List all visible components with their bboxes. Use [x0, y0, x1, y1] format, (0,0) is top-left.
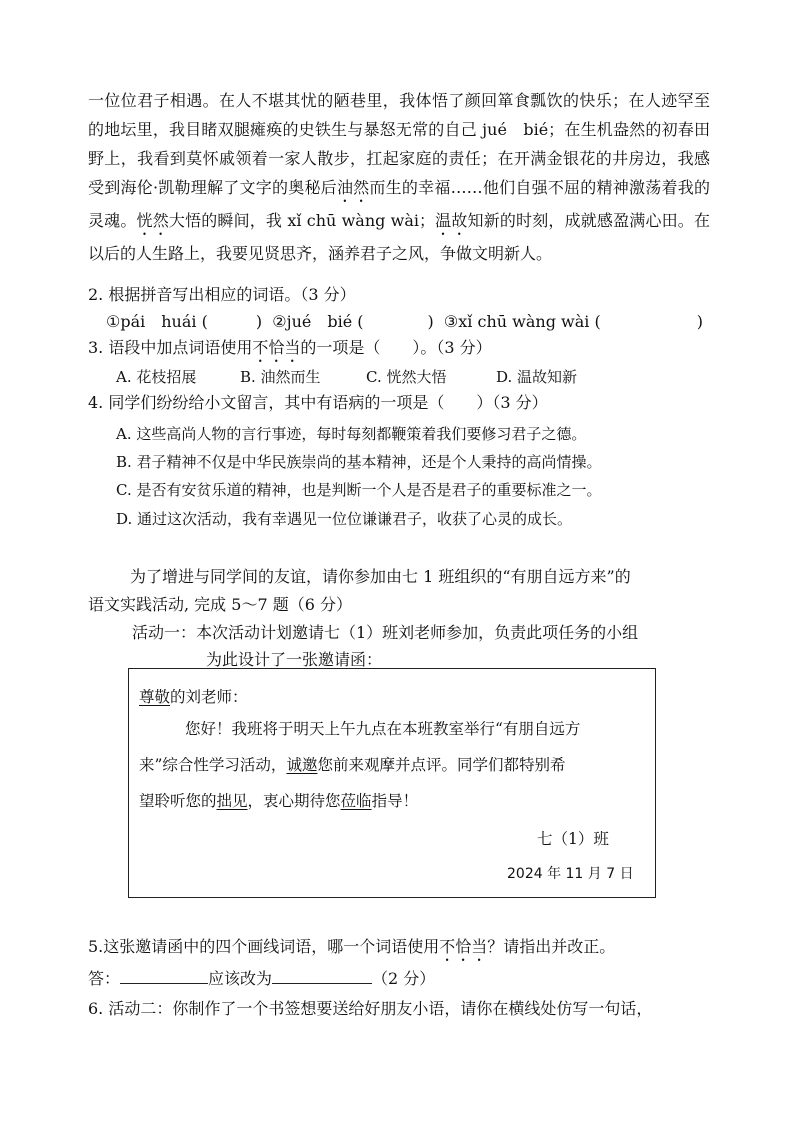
pinyin-item-1: ①pái huái ( ) [106, 312, 263, 331]
activity-intro-line-2: 语文实践活动, 完成 5～7 题（6 分） [88, 595, 352, 614]
q5-prompt-end: ？请指出并改正。 [487, 937, 616, 956]
greeting-rest: 的刘老师： [170, 688, 248, 706]
letter-greeting [139, 685, 248, 707]
q3-dotted-text: 不恰当 [252, 338, 301, 357]
letter-body-line-2 [139, 753, 565, 775]
answer-blank-correction[interactable] [272, 968, 372, 984]
q4-option-a: A. 这些高尚人物的言行事迹，每时每刻都鞭策着我们要修习君子之德。 [116, 425, 587, 443]
letter-date: 2024 年 11 月 7 日 [507, 866, 634, 882]
body-2-end: 您前来观摩并点评。同学们都特别希 [317, 756, 566, 774]
q5-prompt-start: 5.这张邀请函中的四个画线词语，哪一个词语使用 [88, 937, 440, 956]
activity-intro-line-1: 为了增进与同学间的友谊，请你参加由七 1 班组织的“有朋自远方来”的 [130, 567, 631, 586]
question-2-prompt: 2. 根据拼音写出相应的词语。（3 分） [88, 285, 356, 304]
question-4-prompt: 4. 同学们纷纷给小文留言，其中有语病的一项是（ ）（3 分） [88, 393, 548, 412]
question-3-prompt [88, 335, 492, 366]
passage-text-3: 大悟的瞬间，我 xǐ chū wàng wài； [168, 211, 435, 230]
underlined-word-zhuojian: 拙见 [216, 792, 248, 810]
q3-prompt-start: 3. 语段中加点词语使用 [88, 338, 253, 357]
letter-body-line-1: 您好！我班将于明天上午九点在本班教室举行“有朋自远方 [185, 720, 581, 738]
q3-prompt-end: 的一项是（ ）。（3 分） [300, 338, 492, 357]
pinyin-item-2: ②jué bié ( ) [272, 312, 434, 331]
dotted-word-youran: 油然 [336, 178, 370, 197]
answer-score: （2 分） [372, 969, 436, 988]
question-5-answer-line [88, 966, 435, 989]
q3-option-d: D. 温故知新 [496, 368, 578, 386]
question-6-prompt: 6. 活动二：你制作了一个书签想要送给好朋友小语，请你在横线处仿写一句话， [88, 999, 653, 1018]
dotted-word-huangran: 恍然 [136, 211, 169, 230]
underlined-word-lilin: 莅临 [340, 792, 372, 810]
q5-dotted-text: 不恰当 [439, 937, 488, 956]
question-5-prompt [88, 934, 615, 965]
dotted-word-wengu: 温故 [435, 211, 468, 230]
q3-option-b: B. 油然而生 [240, 368, 321, 386]
underlined-word-chengyao: 诚邀 [286, 756, 318, 774]
activity-1-line-2: 为此设计了一张邀请函： [206, 650, 383, 669]
answer-blank-wrong-word[interactable] [120, 968, 208, 984]
pinyin-item-3: ③xǐ chū wàng wài ( ) [443, 312, 703, 331]
passage-text-1: 一位位君子相遇。在人不堪其忧的陋巷里，我体悟了颜回箪食瓢饮的快乐；在人迹罕至的地坛里，我目睹双腿瘫痪的史铁生与暴怒无常的自己 jué bié；在生机盎然的初春田野上，我看到莫怀戚领着一家人散步，扛起家庭的责任；在开满金银花的井房边，我感受到海伦·凯勒理解了文字的奥秘后 [88, 91, 710, 197]
answer-mid-text: 应该改为 [208, 969, 273, 988]
q4-option-c: C. 是否有安贫乐道的精神，也是判断一个人是否是君子的重要标准之一。 [116, 481, 602, 499]
q3-option-a: A. 花枝招展 [116, 368, 197, 386]
q3-option-c: C. 恍然大悟 [366, 368, 447, 386]
body-3-mid: ，衷心期待您 [247, 792, 341, 810]
letter-signature: 七（1）班 [537, 830, 609, 848]
q4-option-b: B. 君子精神不仅是中华民族崇尚的基本精神，还是个人秉持的高尚情操。 [116, 453, 602, 471]
invitation-letter [128, 668, 656, 898]
passage-text-4: 知新的时刻，成就感盈满心田。在以后的人生路上，我要见贤思齐，涵养君子之风，争做文明新人。 [88, 211, 710, 263]
activity-1-line-1: 活动一：本次活动计划邀请七（1）班刘老师参加，负责此项任务的小组 [132, 623, 639, 642]
body-3-start: 望聆听您的 [139, 792, 217, 810]
body-3-end: 指导！ [371, 792, 419, 810]
reading-passage [88, 86, 710, 268]
answer-label: 答： [88, 969, 121, 988]
underlined-word-zunjing: 尊敬 [139, 688, 171, 706]
q4-option-d: D. 通过这次活动，我有幸遇见一位位谦谦君子，收获了心灵的成长。 [116, 510, 573, 528]
body-2-start: 来”综合性学习活动， [139, 756, 287, 774]
letter-body-line-3 [139, 789, 418, 811]
passage-text-2: 而生的幸福……他们自强不屈的精神激荡着我的灵魂。 [88, 178, 710, 230]
question-2-items [106, 309, 703, 332]
